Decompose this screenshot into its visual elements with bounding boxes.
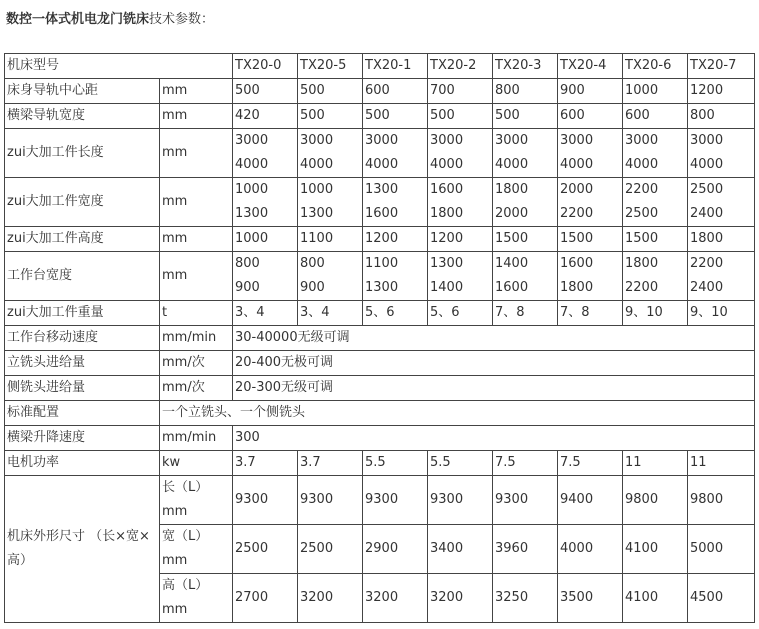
param-value bbox=[298, 178, 363, 227]
value-line: 3000 bbox=[300, 133, 334, 148]
param-value: 1800 bbox=[688, 227, 755, 252]
dimension-value: 9300 bbox=[298, 476, 363, 525]
value-line: 3000 bbox=[560, 133, 594, 148]
value-line: 1300 bbox=[235, 206, 269, 221]
dimension-value: 3200 bbox=[298, 574, 363, 623]
param-name: 标准配置 bbox=[5, 401, 160, 426]
title-bold: 数控一体式机电龙门铣床 bbox=[6, 12, 150, 27]
param-span-value: 30-40000无级可调 bbox=[233, 326, 755, 351]
param-unit: mm/次 bbox=[160, 351, 233, 376]
value-line: 3000 bbox=[625, 133, 659, 148]
param-value: 3.7 bbox=[233, 451, 298, 476]
param-value bbox=[558, 252, 623, 301]
value-line: 1600 bbox=[365, 206, 399, 221]
param-span-value: 300 bbox=[233, 426, 755, 451]
param-value bbox=[363, 129, 428, 178]
dimension-unit: 长（L）mm bbox=[160, 476, 233, 525]
value-line: 1300 bbox=[300, 206, 334, 221]
param-value: 700 bbox=[428, 79, 493, 104]
dimension-value: 3250 bbox=[493, 574, 558, 623]
param-unit: kw bbox=[160, 451, 233, 476]
dimension-value: 4500 bbox=[688, 574, 755, 623]
spec-table bbox=[4, 53, 755, 623]
dimension-value: 9300 bbox=[233, 476, 298, 525]
dimension-unit: 高（L）mm bbox=[160, 574, 233, 623]
value-line: 1800 bbox=[430, 206, 464, 221]
param-value bbox=[428, 178, 493, 227]
value-line: 800 bbox=[235, 256, 260, 271]
value-line: 4000 bbox=[690, 157, 724, 172]
param-value: 9、10 bbox=[688, 301, 755, 326]
value-line: 1000 bbox=[235, 182, 269, 197]
value-line: 2000 bbox=[560, 182, 594, 197]
value-line: 3000 bbox=[430, 133, 464, 148]
table-row bbox=[5, 426, 755, 451]
param-unit: mm/min bbox=[160, 326, 233, 351]
param-name: 横梁升降速度 bbox=[5, 426, 160, 451]
value-line: 1100 bbox=[365, 256, 399, 271]
table-row bbox=[5, 326, 755, 351]
param-value: 11 bbox=[688, 451, 755, 476]
dimension-value: 2500 bbox=[233, 525, 298, 574]
param-value: 600 bbox=[363, 79, 428, 104]
param-value bbox=[688, 252, 755, 301]
param-value: 3.7 bbox=[298, 451, 363, 476]
value-line: 2000 bbox=[495, 206, 529, 221]
param-value: 500 bbox=[233, 79, 298, 104]
param-value: 1500 bbox=[558, 227, 623, 252]
value-line: 4000 bbox=[625, 157, 659, 172]
value-line: 2200 bbox=[690, 256, 724, 271]
value-line: 1400 bbox=[430, 280, 464, 295]
dimension-value: 2900 bbox=[363, 525, 428, 574]
param-value bbox=[233, 178, 298, 227]
param-value bbox=[688, 178, 755, 227]
value-line: 1400 bbox=[495, 256, 529, 271]
param-unit: mm/min bbox=[160, 426, 233, 451]
value-line: 1300 bbox=[430, 256, 464, 271]
param-value: 1000 bbox=[233, 227, 298, 252]
table-row bbox=[5, 451, 755, 476]
value-line: 4000 bbox=[300, 157, 334, 172]
model-header: TX20-4 bbox=[558, 54, 623, 79]
table-row bbox=[5, 79, 755, 104]
value-line: 4000 bbox=[235, 157, 269, 172]
value-line: 4000 bbox=[495, 157, 529, 172]
param-value: 3、4 bbox=[233, 301, 298, 326]
dimension-unit: 宽（L）mm bbox=[160, 525, 233, 574]
param-unit: mm bbox=[160, 79, 233, 104]
param-name: 侧铣头进给量 bbox=[5, 376, 160, 401]
table-row bbox=[5, 376, 755, 401]
value-line: 1600 bbox=[560, 256, 594, 271]
value-line: 3000 bbox=[365, 133, 399, 148]
value-line: 2500 bbox=[625, 206, 659, 221]
param-value bbox=[493, 178, 558, 227]
value-line: 2400 bbox=[690, 206, 724, 221]
param-value: 1000 bbox=[623, 79, 688, 104]
param-value: 5.5 bbox=[428, 451, 493, 476]
value-line: 4000 bbox=[430, 157, 464, 172]
dimension-value: 3200 bbox=[428, 574, 493, 623]
value-line: 1300 bbox=[365, 182, 399, 197]
param-name: 立铣头进给量 bbox=[5, 351, 160, 376]
param-unit: t bbox=[160, 301, 233, 326]
param-value bbox=[623, 178, 688, 227]
dimension-value: 4100 bbox=[623, 574, 688, 623]
param-value bbox=[688, 129, 755, 178]
value-line: 1300 bbox=[365, 280, 399, 295]
param-value: 7.5 bbox=[493, 451, 558, 476]
param-span-value: 20-300无级可调 bbox=[233, 376, 755, 401]
param-value: 1500 bbox=[493, 227, 558, 252]
param-value: 1200 bbox=[688, 79, 755, 104]
param-name: zui大加工件重量 bbox=[5, 301, 160, 326]
value-line: 900 bbox=[300, 280, 325, 295]
param-value bbox=[298, 129, 363, 178]
value-line: 2200 bbox=[625, 182, 659, 197]
dimension-value: 9800 bbox=[623, 476, 688, 525]
dimension-value: 3960 bbox=[493, 525, 558, 574]
param-value: 500 bbox=[298, 79, 363, 104]
param-value: 1100 bbox=[298, 227, 363, 252]
dimension-value: 2500 bbox=[298, 525, 363, 574]
param-unit: mm bbox=[160, 227, 233, 252]
param-name: 电机功率 bbox=[5, 451, 160, 476]
param-value: 3、4 bbox=[298, 301, 363, 326]
param-value bbox=[428, 129, 493, 178]
value-line: 1800 bbox=[560, 280, 594, 295]
param-value: 500 bbox=[298, 104, 363, 129]
param-value: 11 bbox=[623, 451, 688, 476]
model-header: TX20-3 bbox=[493, 54, 558, 79]
dimension-value: 2700 bbox=[233, 574, 298, 623]
dimension-value: 9300 bbox=[428, 476, 493, 525]
value-line: 4000 bbox=[560, 157, 594, 172]
value-line: 1800 bbox=[625, 256, 659, 271]
param-value bbox=[493, 252, 558, 301]
table-row bbox=[5, 401, 755, 426]
value-line: 1600 bbox=[495, 280, 529, 295]
value-line: 1000 bbox=[300, 182, 334, 197]
param-value: 600 bbox=[558, 104, 623, 129]
table-row bbox=[5, 129, 755, 178]
spec-table-body bbox=[5, 54, 755, 623]
param-value bbox=[233, 252, 298, 301]
value-line: 1600 bbox=[430, 182, 464, 197]
param-value: 7、8 bbox=[558, 301, 623, 326]
param-value: 7.5 bbox=[558, 451, 623, 476]
dimension-value: 5000 bbox=[688, 525, 755, 574]
param-value: 500 bbox=[493, 104, 558, 129]
param-value bbox=[558, 129, 623, 178]
dimension-value: 4000 bbox=[558, 525, 623, 574]
dimension-name: 机床外形尺寸 （长×宽×高） bbox=[5, 476, 160, 623]
param-value bbox=[233, 129, 298, 178]
model-header: TX20-5 bbox=[298, 54, 363, 79]
dimension-row bbox=[5, 476, 755, 525]
param-name: 横梁导轨宽度 bbox=[5, 104, 160, 129]
value-line: 2200 bbox=[625, 280, 659, 295]
param-unit: mm/次 bbox=[160, 376, 233, 401]
param-value: 800 bbox=[688, 104, 755, 129]
value-line: 3000 bbox=[690, 133, 724, 148]
value-line: 2400 bbox=[690, 280, 724, 295]
param-value: 7、8 bbox=[493, 301, 558, 326]
param-value bbox=[363, 252, 428, 301]
param-value: 500 bbox=[428, 104, 493, 129]
param-span-value: 一个立铣头、一个侧铣头 bbox=[160, 401, 755, 426]
param-value: 1200 bbox=[428, 227, 493, 252]
param-value bbox=[363, 178, 428, 227]
param-value: 420 bbox=[233, 104, 298, 129]
value-line: 3000 bbox=[235, 133, 269, 148]
table-row bbox=[5, 301, 755, 326]
param-unit: mm bbox=[160, 252, 233, 301]
dimension-value: 3500 bbox=[558, 574, 623, 623]
dimension-value: 9400 bbox=[558, 476, 623, 525]
header-label: 机床型号 bbox=[5, 54, 233, 79]
param-value: 5.5 bbox=[363, 451, 428, 476]
dimension-value: 9800 bbox=[688, 476, 755, 525]
value-line: 900 bbox=[235, 280, 260, 295]
param-value: 9、10 bbox=[623, 301, 688, 326]
param-value: 5、6 bbox=[428, 301, 493, 326]
dimension-value: 9300 bbox=[493, 476, 558, 525]
param-value: 900 bbox=[558, 79, 623, 104]
value-line: 4000 bbox=[365, 157, 399, 172]
param-value: 500 bbox=[363, 104, 428, 129]
param-value: 800 bbox=[493, 79, 558, 104]
param-span-value: 20-400无极可调 bbox=[233, 351, 755, 376]
param-value bbox=[623, 129, 688, 178]
param-value bbox=[558, 178, 623, 227]
dimension-value: 9300 bbox=[363, 476, 428, 525]
param-name: zui大加工件高度 bbox=[5, 227, 160, 252]
value-line: 1800 bbox=[495, 182, 529, 197]
param-unit: mm bbox=[160, 129, 233, 178]
title-plain: 技术参数： bbox=[149, 12, 215, 27]
value-line: 800 bbox=[300, 256, 325, 271]
param-value: 600 bbox=[623, 104, 688, 129]
param-name: 工作台移动速度 bbox=[5, 326, 160, 351]
table-row bbox=[5, 351, 755, 376]
model-header: TX20-7 bbox=[688, 54, 755, 79]
table-row bbox=[5, 252, 755, 301]
param-name: zui大加工件长度 bbox=[5, 129, 160, 178]
value-line: 3000 bbox=[495, 133, 529, 148]
dimension-value: 3400 bbox=[428, 525, 493, 574]
dimension-value: 3200 bbox=[363, 574, 428, 623]
value-line: 2200 bbox=[560, 206, 594, 221]
model-header: TX20-6 bbox=[623, 54, 688, 79]
param-value bbox=[623, 252, 688, 301]
value-line: 2500 bbox=[690, 182, 724, 197]
table-header-row bbox=[5, 54, 755, 79]
table-row bbox=[5, 178, 755, 227]
param-name: zui大加工件宽度 bbox=[5, 178, 160, 227]
page-title bbox=[6, 8, 214, 27]
model-header: TX20-0 bbox=[233, 54, 298, 79]
table-row bbox=[5, 227, 755, 252]
param-name: 床身导轨中心距 bbox=[5, 79, 160, 104]
param-value bbox=[428, 252, 493, 301]
param-unit: mm bbox=[160, 178, 233, 227]
model-header: TX20-2 bbox=[428, 54, 493, 79]
model-header: TX20-1 bbox=[363, 54, 428, 79]
param-value: 5、6 bbox=[363, 301, 428, 326]
param-value: 1500 bbox=[623, 227, 688, 252]
param-value bbox=[298, 252, 363, 301]
dimension-value: 4100 bbox=[623, 525, 688, 574]
param-value bbox=[493, 129, 558, 178]
param-unit: mm bbox=[160, 104, 233, 129]
table-row bbox=[5, 104, 755, 129]
param-value: 1200 bbox=[363, 227, 428, 252]
param-name: 工作台宽度 bbox=[5, 252, 160, 301]
